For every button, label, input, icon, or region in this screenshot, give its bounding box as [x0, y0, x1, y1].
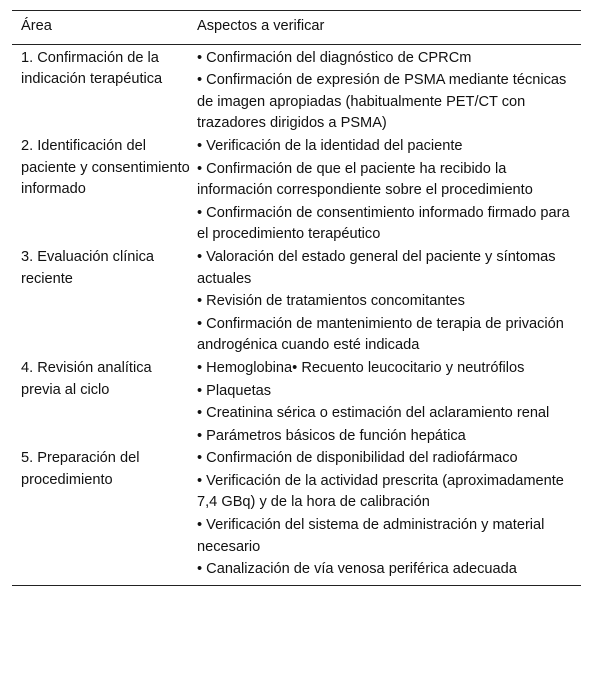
table-row [12, 44, 581, 135]
area-cell: 3. Evaluación clínica reciente [21, 248, 155, 287]
header-aspects: Aspectos a verificar [195, 11, 581, 45]
table-row [12, 447, 581, 585]
aspects-cell [195, 357, 581, 447]
area-cell: 1. Confirmación de la indicación terapéutica [21, 49, 163, 88]
aspect-item: • Verificación del sistema de administración y material necesario [197, 517, 545, 555]
aspect-item: • Revisión de tratamientos concomitantes [197, 293, 465, 310]
area-cell: 5. Preparación del procedimiento [21, 450, 140, 488]
aspects-cell [195, 135, 581, 246]
area-cell: 2. Identificación del paciente y consentimiento informado [21, 137, 190, 198]
aspects-cell [195, 44, 581, 135]
aspect-item: • Hemoglobina• Recuento leucocitario y neutrófilos [197, 359, 525, 376]
aspect-item: • Confirmación de expresión de PSMA mediante técnicas de imagen apropiadas (habitualmente PET/CT con trazadores dirigidos a PSMA) [197, 72, 567, 132]
aspect-item: • Creatinina sérica o estimación del aclaramiento renal [197, 405, 550, 422]
aspect-item: • Parámetros básicos de función hepática [197, 427, 466, 444]
aspect-item: • Confirmación de disponibilidad del radiofármaco [197, 450, 518, 467]
aspect-item: • Verificación de la identidad del paciente [197, 137, 463, 154]
table-row [12, 246, 581, 357]
table-body [12, 44, 581, 585]
aspect-item: • Verificación de la actividad prescrita (aproximadamente 7,4 GBq) y de la hora de calibración [197, 472, 564, 511]
aspect-item: • Plaquetas [197, 382, 272, 399]
table-header [12, 11, 581, 45]
aspects-cell [195, 447, 581, 585]
aspects-cell [195, 246, 581, 357]
table-row [12, 135, 581, 246]
aspect-item: • Confirmación de consentimiento informado firmado para el procedimiento terapéutico [197, 204, 570, 243]
aspect-item: • Canalización de vía venosa periférica adecuada [197, 561, 517, 578]
aspect-item: • Confirmación de que el paciente ha recibido la información correspondiente sobre el procedimiento [197, 160, 533, 199]
header-area: Área [12, 11, 195, 45]
aspect-item: • Confirmación de mantenimiento de terapia de privación androgénica cuando esté indicada [197, 315, 564, 354]
table-row [12, 357, 581, 447]
verification-table [12, 10, 581, 586]
aspect-item: • Confirmación del diagnóstico de CPRCm [197, 49, 472, 66]
header-row [12, 11, 581, 45]
aspect-item: • Valoración del estado general del paciente y síntomas actuales [197, 248, 556, 287]
area-cell: 4. Revisión analítica previa al ciclo [21, 359, 152, 398]
